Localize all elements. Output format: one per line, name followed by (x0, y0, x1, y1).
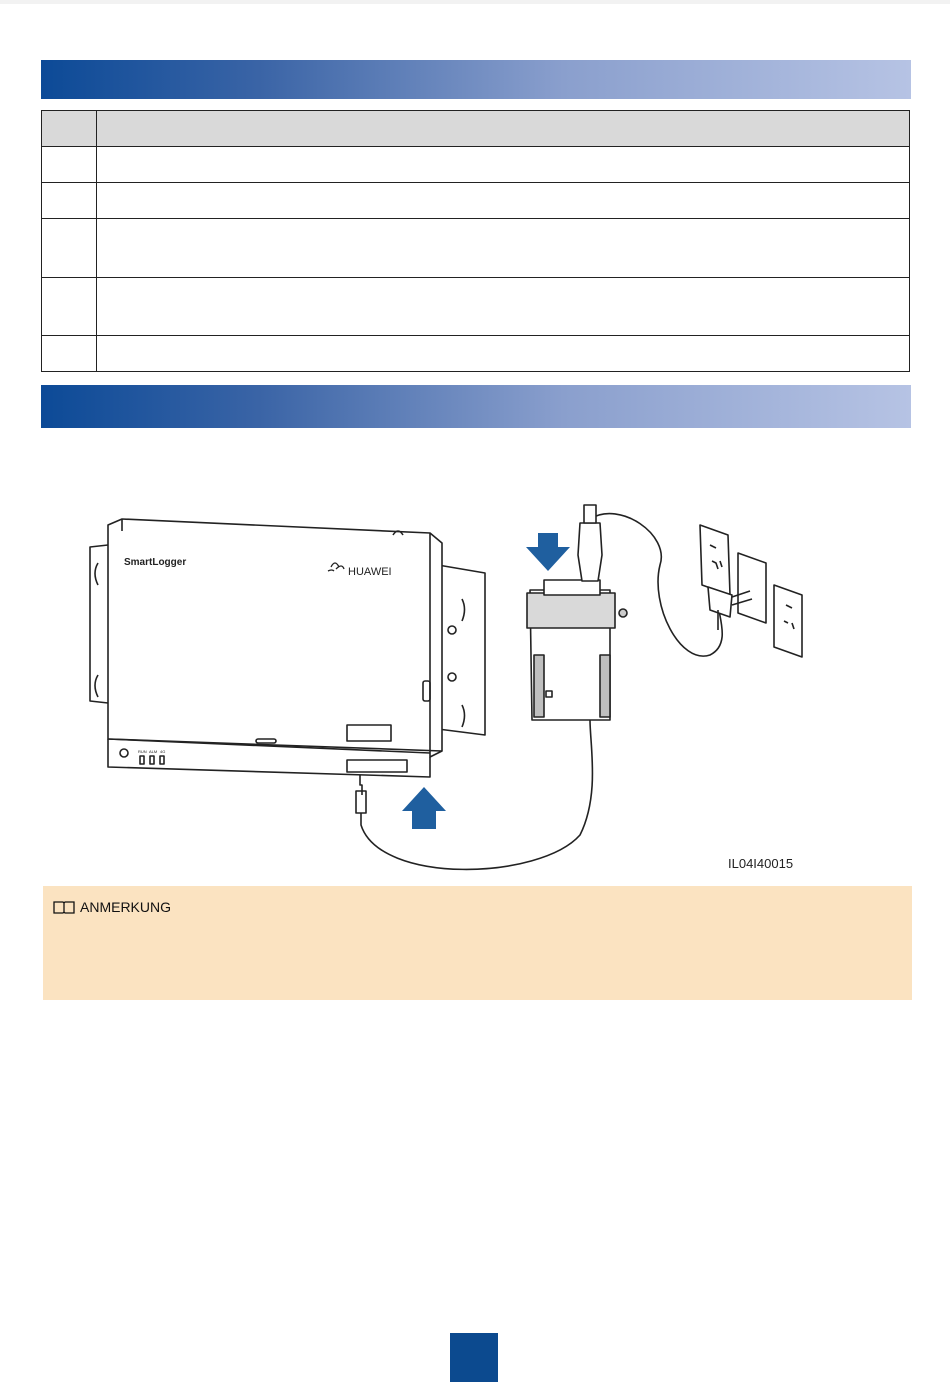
table-row (42, 183, 910, 219)
arrow-up-icon (402, 787, 446, 829)
table-cell (42, 336, 97, 372)
section-banner-top (41, 60, 911, 99)
top-rule (0, 0, 950, 4)
table-row (42, 336, 910, 372)
page-number-box (450, 1333, 498, 1382)
installation-illustration (60, 495, 820, 880)
note-box (43, 886, 912, 1000)
table-row (42, 219, 910, 278)
table-cell (97, 147, 910, 183)
table-cell (97, 278, 910, 336)
port-label-alm: ALM (149, 749, 158, 754)
table-row (42, 278, 910, 336)
section-banner-middle (41, 385, 911, 428)
port-label-4g: 4G (160, 749, 166, 754)
book-icon (53, 900, 75, 914)
table-row (42, 147, 910, 183)
note-header (53, 899, 171, 915)
spec-table (41, 110, 910, 372)
table-cell (42, 183, 97, 219)
table-header-cell (42, 111, 97, 147)
note-title: ANMERKUNG (80, 899, 172, 915)
table-header-cell (97, 111, 910, 147)
table-cell (42, 278, 97, 336)
table-cell (97, 219, 910, 278)
device-brand-text: SmartLogger (124, 557, 187, 568)
logo-text: HUAWEI (348, 566, 392, 578)
table-cell (97, 183, 910, 219)
figure-code: IL04I40015 (728, 856, 794, 871)
table-header-row (42, 111, 910, 147)
table-cell (42, 219, 97, 278)
arrow-down-icon (526, 533, 570, 571)
table-cell (97, 336, 910, 372)
table-cell (42, 147, 97, 183)
port-label-run: RUN (138, 749, 147, 754)
